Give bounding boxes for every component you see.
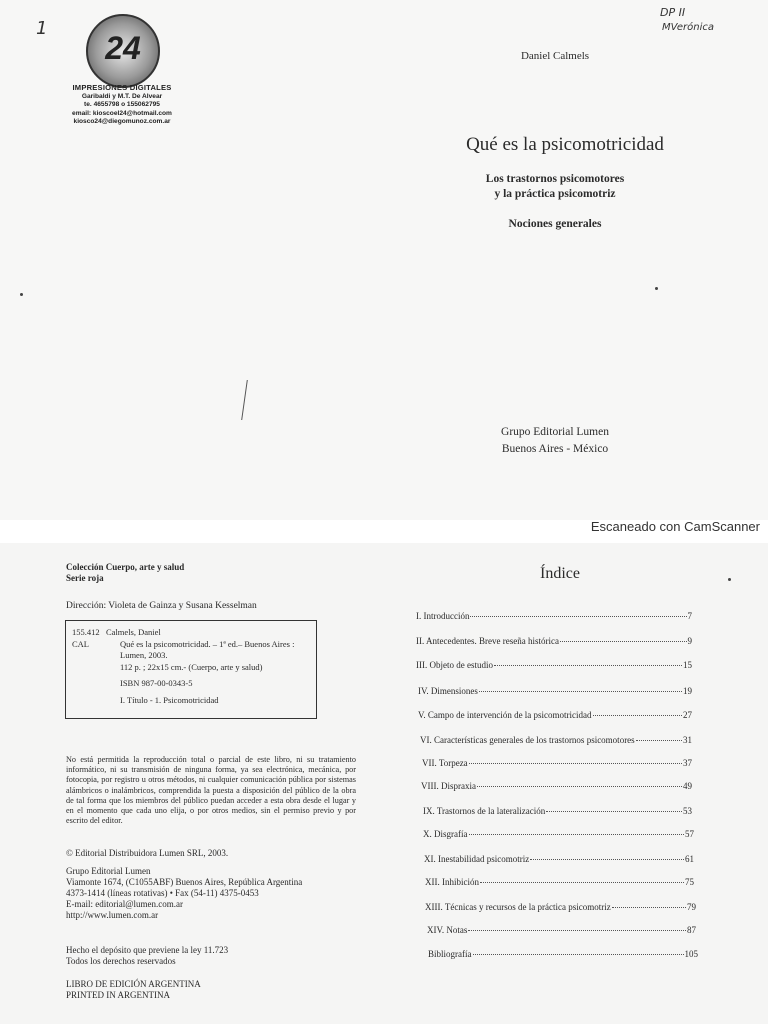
index-entry	[425, 877, 694, 887]
index-entry-page: 105	[684, 949, 698, 959]
index-leader-dots	[477, 786, 682, 787]
index-entry-page: 61	[685, 854, 694, 864]
index-entry-page: 75	[685, 877, 694, 887]
index-entry	[423, 806, 692, 816]
collection-name: Colección Cuerpo, arte y salud	[66, 562, 185, 572]
index-entry	[427, 925, 696, 935]
copyright-notice: © Editorial Distribuidora Lumen SRL, 2003.	[66, 848, 229, 858]
index-entry-page: 87	[687, 925, 696, 935]
collection-series: Serie roja	[66, 573, 104, 583]
catalog-code: 155.412	[72, 627, 100, 637]
catalog-line: Lumen, 2003.	[120, 650, 168, 660]
publisher-name: Grupo Editorial Lumen	[501, 426, 609, 438]
camscanner-watermark: Escaneado con CamScanner	[590, 519, 760, 534]
catalog-code: CAL	[72, 638, 89, 649]
index-entry-page: 27	[683, 710, 692, 720]
stamp-line: kiosco24@diegomunoz.com.ar	[73, 118, 171, 126]
index-entry-label: II. Antecedentes. Breve reseña histórica	[416, 636, 559, 646]
speck	[728, 578, 731, 581]
index-leader-dots	[469, 763, 682, 764]
index-entry	[424, 854, 694, 864]
index-entry-label: XIV. Notas	[427, 925, 468, 935]
catalog-line: 112 p. ; 22x15 cm.- (Cuerpo, arte y salud)	[120, 661, 263, 672]
collection-info	[66, 562, 184, 584]
catalog-card	[65, 620, 317, 719]
stamp-line: IMPRESIONES DIGITALES	[72, 83, 172, 92]
index-entry	[428, 949, 698, 959]
book-author: Daniel Calmels	[520, 50, 590, 62]
print-shop-logo	[86, 14, 160, 88]
index-entry-page: 49	[683, 781, 692, 791]
index-entry	[421, 781, 692, 791]
index-entry	[416, 611, 692, 621]
index-entry-page: 31	[683, 735, 692, 745]
address-line: Viamonte 1674, (C1055ABF) Buenos Aires, República Argentina	[66, 877, 303, 887]
index-leader-dots	[494, 665, 682, 666]
index-entry-label: VI. Características generales de los trastornos psicomotores	[420, 735, 635, 745]
index-entry	[418, 710, 692, 720]
legal-notice: No está permitida la reproducción total o parcial de este libro, ni su tratamiento informático, ni su transmisión de ninguna forma, ya sea electrónica, mecánica, por fotocopia, por registro u otros métodos, ni cualquier comunicación pública por sistemas alámbricos o inalámbricos, comprendida la puesta a disposición del público de la obra de tal forma que los miembros del público puedan acceder a esta obra desde el lugar y en el momento que cada uno elija, o por otros medios, sin el permiso previo y por escrito del editor.	[66, 755, 356, 826]
stamp-line: Garibaldi y M.T. De Alvear	[81, 92, 163, 100]
index-entry-label: IV. Dimensiones	[418, 686, 478, 696]
index-leader-dots	[530, 859, 684, 860]
index-entry	[420, 735, 692, 745]
index-leader-dots	[468, 930, 686, 931]
speck	[20, 293, 23, 296]
index-entry-label: XI. Inestabilidad psicomotriz	[424, 854, 530, 864]
index-leader-dots	[473, 954, 684, 955]
print-origin	[66, 979, 201, 1001]
index-entry-page: 53	[683, 806, 692, 816]
publisher-info	[470, 424, 640, 458]
address-line: Grupo Editorial Lumen	[66, 866, 151, 876]
index-entry-label: XII. Inhibición	[425, 877, 479, 887]
index-entry	[418, 686, 692, 696]
index-entry-page: 37	[683, 758, 692, 768]
deposit-line: Hecho el depósito que previene la ley 11.723	[66, 945, 229, 955]
handwritten-note-dp: DP II	[660, 6, 686, 19]
address-line: E-mail: editorial@lumen.com.ar	[66, 899, 183, 909]
handwritten-mark: 1	[36, 18, 48, 39]
index-leader-dots	[470, 616, 686, 617]
index-leader-dots	[469, 834, 685, 835]
print-shop-stamp	[62, 84, 182, 127]
publisher-address	[66, 866, 326, 921]
book-subtitle-2: Nociones generales	[508, 218, 602, 230]
address-line: http://www.lumen.com.ar	[66, 910, 159, 920]
handwritten-note-name: MVerónica	[662, 22, 715, 33]
catalog-line: Qué es la psicomotricidad. – 1ª ed.– Buenos Aires :	[120, 638, 295, 649]
deposit-line: Todos los derechos reservados	[66, 956, 176, 966]
index-entry-label: III. Objeto de estudio	[416, 660, 493, 670]
index-leader-dots	[593, 715, 682, 716]
index-entry-label: Bibliografía	[428, 949, 472, 959]
index-entry-page: 57	[685, 829, 694, 839]
index-leader-dots	[560, 641, 687, 642]
book-title: Qué es la psicomotricidad	[466, 134, 664, 155]
index-entry	[425, 902, 696, 912]
catalog-line: Calmels, Daniel	[106, 627, 161, 637]
index-entry-page: 7	[687, 611, 692, 621]
index-leader-dots	[480, 882, 684, 883]
index-entry-page: 79	[687, 902, 696, 912]
index-entry-label: XIII. Técnicas y recursos de la práctica psicomotriz	[425, 902, 611, 912]
index-entry-label: VII. Torpeza	[422, 758, 468, 768]
logo-number: 24	[105, 30, 141, 66]
publisher-location: Buenos Aires - México	[501, 443, 609, 455]
index-entry-label: I. Introducción	[416, 611, 470, 621]
direction-credit: Dirección: Violeta de Gainza y Susana Kesselman	[66, 601, 257, 611]
address-line: 4373-1414 (líneas rotativas) • Fax (54-11) 4375-0453	[66, 888, 259, 898]
index-entry-label: V. Campo de intervención de la psicomotricidad	[418, 710, 592, 720]
index-entry-label: IX. Trastornos de la lateralización	[423, 806, 546, 816]
index-entry	[416, 636, 692, 646]
stamp-line: te. 4655798 o 155062795	[84, 101, 160, 109]
index-entry-page: 19	[683, 686, 692, 696]
book-subtitle	[440, 172, 670, 202]
catalog-isbn: ISBN 987-00-0343-5	[120, 678, 193, 688]
subtitle-line: Los trastornos psicomotores	[485, 173, 625, 185]
index-entry-label: VIII. Dispraxia	[421, 781, 476, 791]
index-leader-dots	[479, 691, 682, 692]
subtitle-line: y la práctica psicomotriz	[494, 188, 616, 200]
index-leader-dots	[612, 907, 686, 908]
index-entry-label: X. Disgrafía	[423, 829, 468, 839]
index-entry-page: 15	[683, 660, 692, 670]
index-entry	[416, 660, 692, 670]
print-line: PRINTED IN ARGENTINA	[66, 990, 170, 1000]
print-line: LIBRO DE EDICIÓN ARGENTINA	[66, 979, 201, 989]
index-leader-dots	[546, 811, 682, 812]
index-entry	[422, 758, 692, 768]
legal-deposit	[66, 945, 228, 967]
stamp-line: email: kioscoel24@hotmail.com	[72, 109, 172, 117]
index-title: Índice	[540, 565, 580, 582]
index-entry-page: 9	[687, 636, 692, 646]
index-entry	[423, 829, 694, 839]
index-leader-dots	[636, 740, 682, 741]
catalog-subject: I. Título - 1. Psicomotricidad	[120, 694, 219, 705]
speck	[655, 287, 658, 290]
